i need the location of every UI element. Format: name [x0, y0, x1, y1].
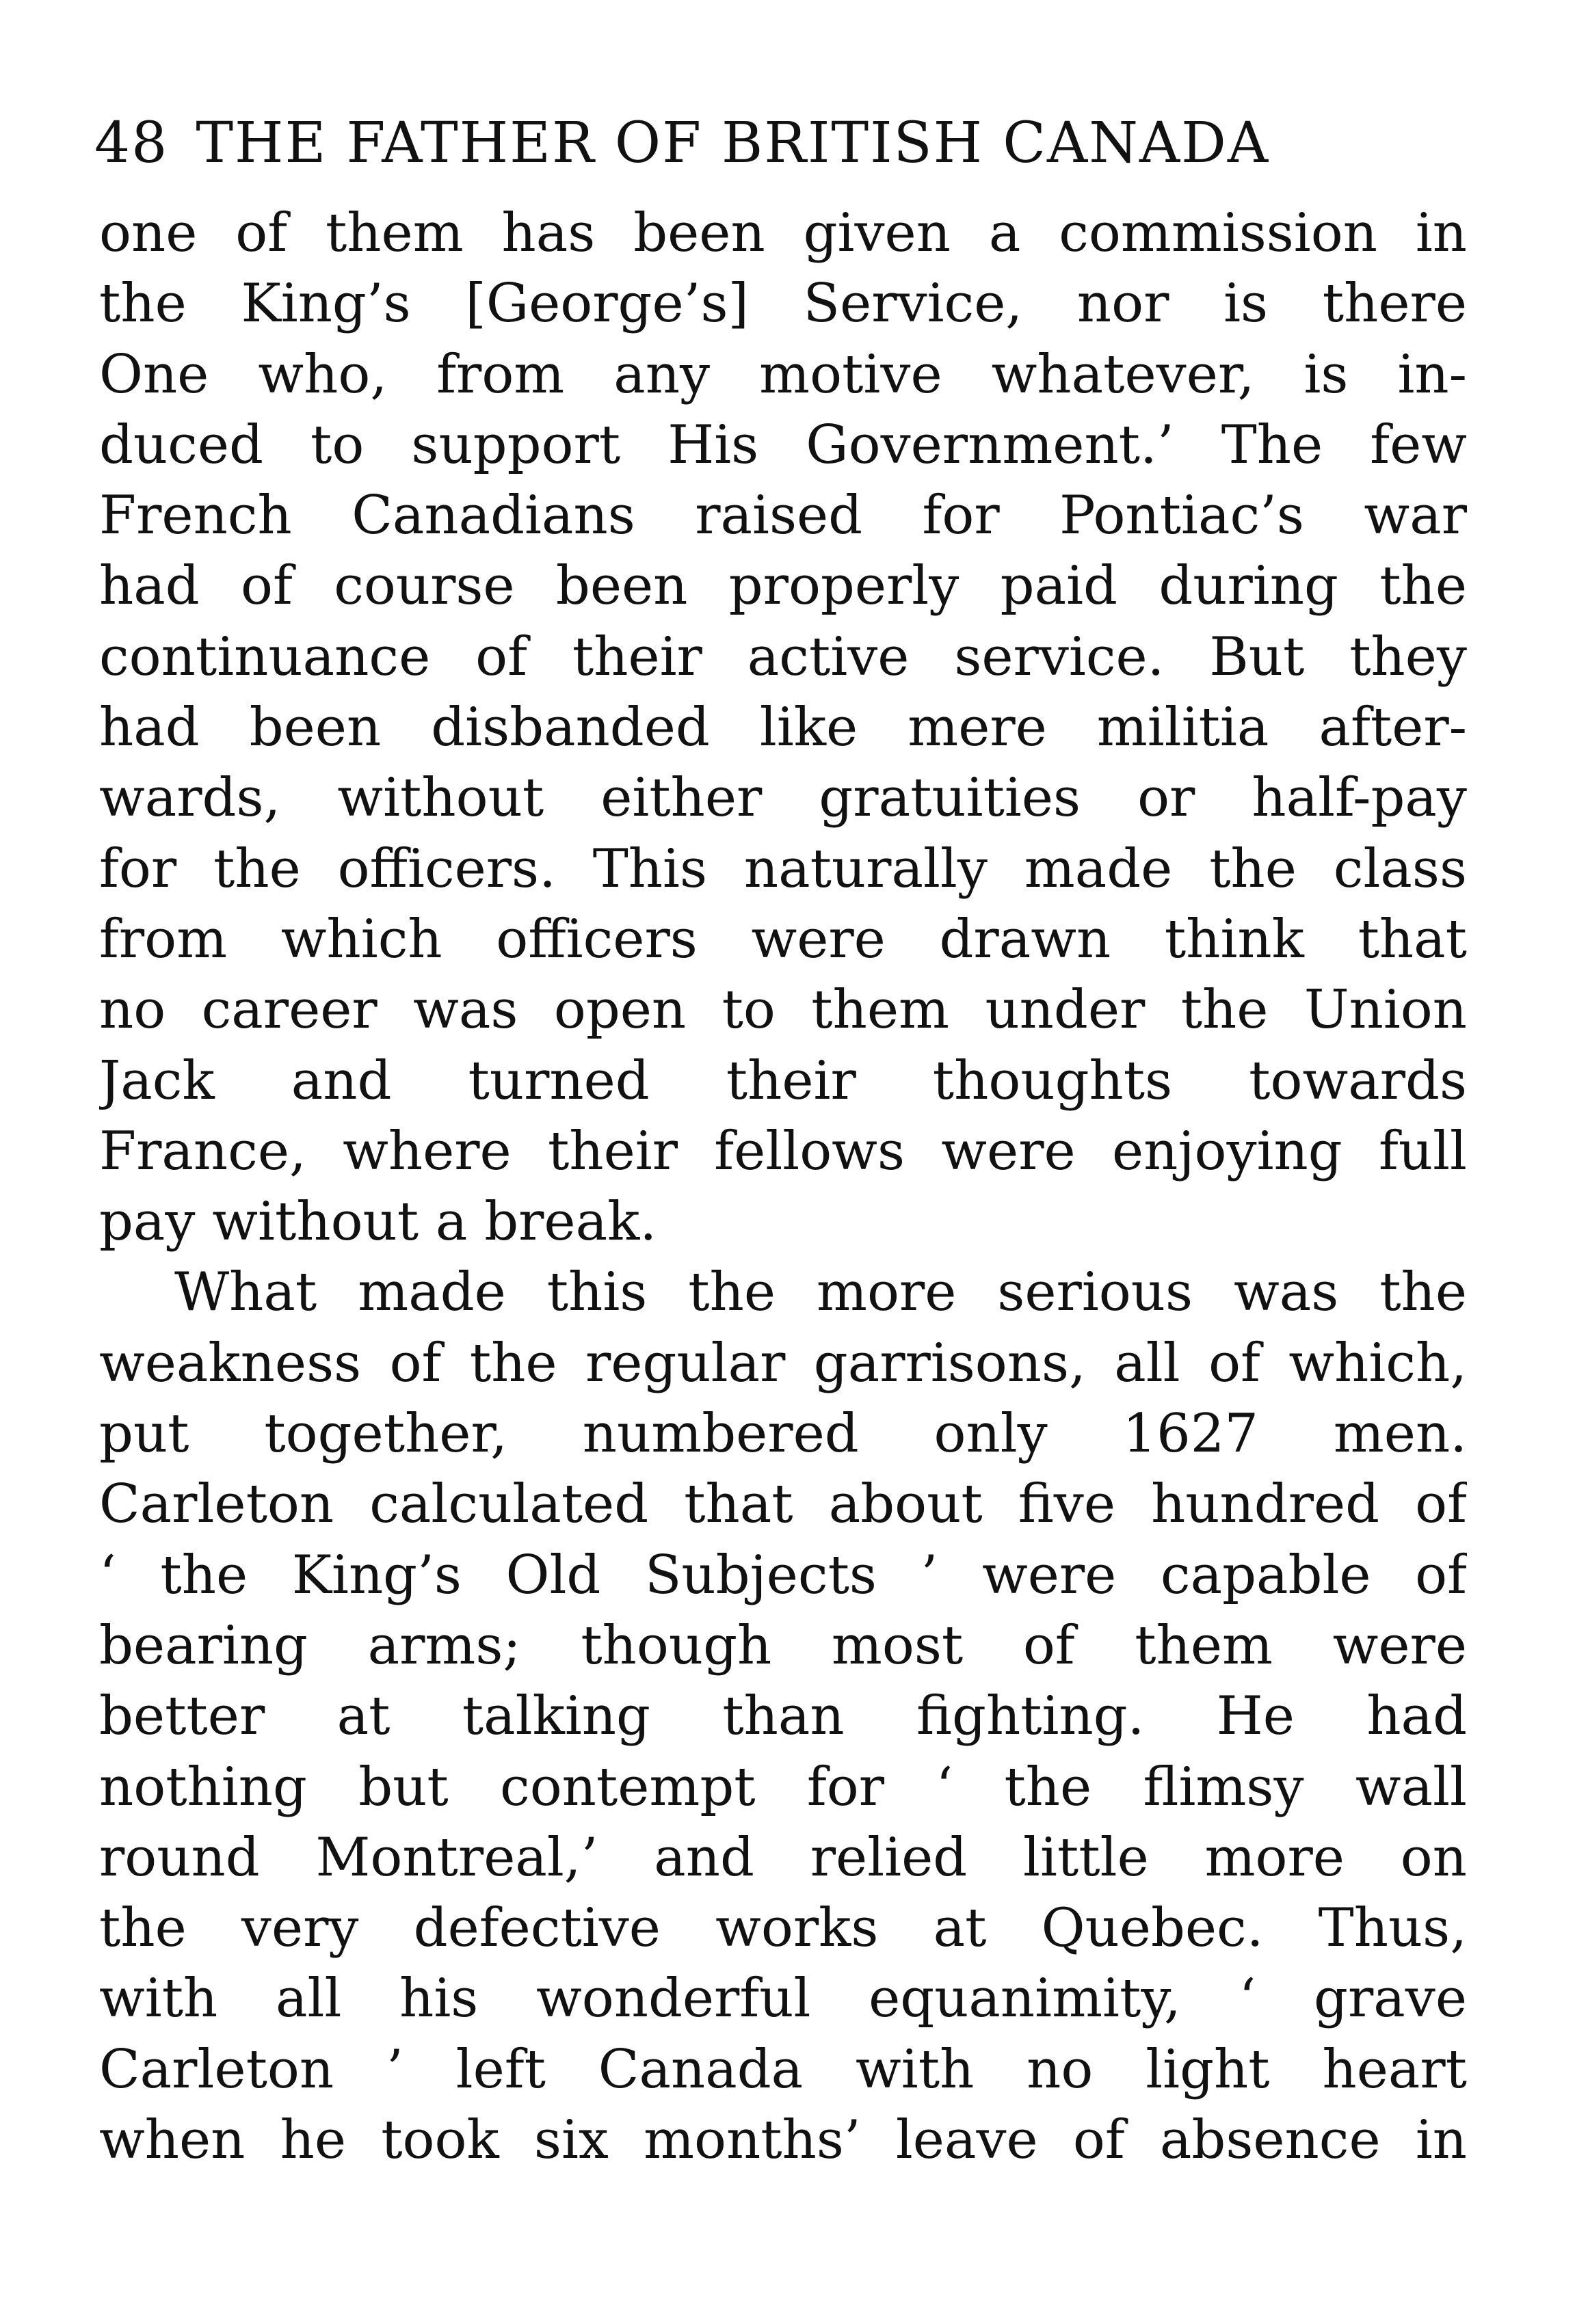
text-line: no career was open to them under the Union	[99, 979, 1467, 1041]
text-line: ‘ the King’s Old Subjects ’ were capable of	[99, 1544, 1467, 1606]
text-line: from which officers were drawn think that	[99, 908, 1467, 970]
text-line: one of them has been given a commission in	[99, 202, 1467, 264]
text-line: Carleton ’ left Canada with no light heart	[99, 2038, 1467, 2100]
text-line: round Montreal,’ and relied little more on	[99, 1826, 1467, 1888]
text-line: One who, from any motive whatever, is in-	[99, 343, 1467, 405]
running-title: THE FATHER OF BRITISH CANADA	[196, 111, 1270, 176]
text-line: French Canadians raised for Pontiac’s war	[99, 485, 1467, 547]
text-line: the very defective works at Quebec. Thus,	[99, 1897, 1467, 1960]
text-line: duced to support His Government.’ The few	[99, 414, 1467, 476]
text-line: the King’s [George’s] Service, nor is there	[99, 273, 1467, 335]
page-number: 48	[94, 111, 169, 176]
running-head	[94, 99, 1469, 188]
paragraph-start-line: What made this the more serious was the	[174, 1261, 1467, 1324]
text-line: with all his wonderful equanimity, ‘ grave	[99, 1968, 1467, 2030]
text-line: had of course been properly paid during the	[99, 555, 1467, 617]
text-line: put together, numbered only 1627 men.	[99, 1403, 1467, 1465]
text-line: France, where their fellows were enjoying full	[99, 1120, 1467, 1182]
text-line: wards, without either gratuities or half-pay	[99, 767, 1467, 829]
text-line: better at talking than fighting. He had	[99, 1685, 1467, 1748]
text-line: bearing arms; though most of them were	[99, 1614, 1467, 1677]
text-line: when he took six months’ leave of absence in	[99, 2109, 1467, 2172]
text-line: Carleton calculated that about five hundred of	[99, 1473, 1467, 1536]
text-line: continuance of their active service. But they	[99, 626, 1467, 688]
body-text	[99, 198, 1467, 2176]
paragraph-end-line: pay without a break.	[99, 1191, 657, 1253]
text-line: for the officers. This naturally made the class	[99, 838, 1467, 900]
text-line: Jack and turned their thoughts towards	[99, 1050, 1467, 1112]
text-line: weakness of the regular garrisons, all of which,	[99, 1332, 1467, 1394]
text-line: nothing but contempt for ‘ the flimsy wall	[99, 1756, 1467, 1818]
text-line: had been disbanded like mere militia after-	[99, 697, 1467, 759]
